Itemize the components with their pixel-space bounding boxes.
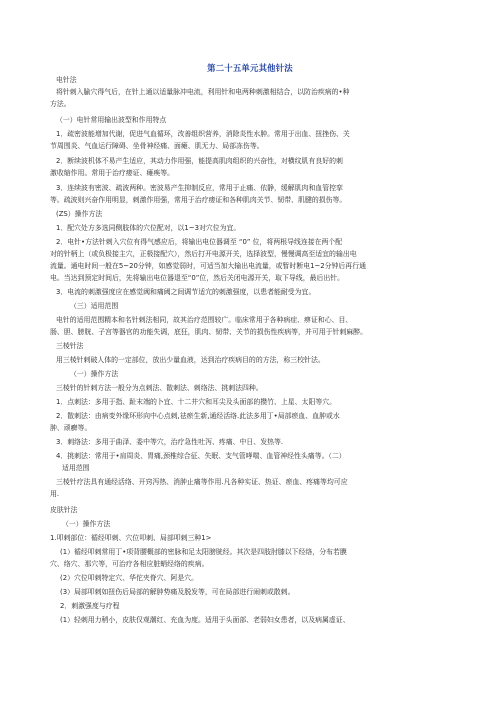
paragraph-line: 1.叩刺部位：循经叩刺、穴位叩刺、局部叩刺三种1> <box>50 534 212 542</box>
paragraph-line: 用. <box>50 490 60 498</box>
section-heading: 三棱针法 <box>56 342 84 350</box>
section-heading: 皮肤针法 <box>50 506 78 514</box>
paragraph-line: 三棱针的针刺方法一般分为点刺法、散刺法、刺络法、挑刺法四种。 <box>56 384 263 392</box>
paragraph-line: 用三棱针刺破人体的一定部位，放出少量血液，达到治疗疾病目的的方法，称三校针法。 <box>56 356 325 364</box>
paragraph-line: 对的针柄上（或负极接主穴，正极接配穴），然后打开电源开关，选择波型，慢慢调高至适宜的输出电 <box>50 250 357 258</box>
paragraph-line: 流量。通电时间一般在5~20分钟，如感觉弱时，可适当加大输出电流量，或暂时断电1~2分钟后再行通 <box>50 262 366 270</box>
paragraph-line: 4．挑刺法：常用于•肩周炎、胃痛,颈椎综合征、失眠、支气管哮喘、血管神经性头痛等。（二） <box>56 452 346 460</box>
paragraph-line: 电。当达到预定时间后，先将输出电位器退至“0”位，然后关闭电源开关，取下导线，最后出针。 <box>50 274 345 282</box>
subsection-heading: （三）适用范围 <box>70 302 119 310</box>
subsection-heading: （一）电针常用输出波型和作用特点 <box>56 116 167 124</box>
paragraph-line: 三棱针疗法具有通经活络、开窍泻热、消肿止痛等作用.凡各种实证、热证、瘀血、疼痛等均可应 <box>56 478 348 486</box>
paragraph-line: 2．电针•方法针刺入穴位有得气感应后，将输出电位器调至 “0” 位，将两根导线连接在两个配 <box>56 238 343 246</box>
paragraph-line: 1．疏密波能增加代谢，促进气血循环，改善组织营养，消除炎性水肿。常用于出血、扭挫伤、关 <box>56 130 350 138</box>
paragraph-line: 激收缩作用。常用于治疗痿证、瘫痪等。 <box>50 169 175 177</box>
paragraph-line: 3．电流的刺激强度应在感觉阈和痛阈之间调节适宂的刺激强度，以患者能耐受为宜。 <box>56 288 316 296</box>
paragraph-line: 1．点刺法：多用于指、趾末端的卜宜、十二井穴和耳尖及头面部的攒竹、上星、太阳等穴。 <box>56 398 337 406</box>
subsection-heading: （一）操作方法 <box>62 520 111 528</box>
subsection-heading: （一）操作方法 <box>70 370 119 378</box>
paragraph-line: 2．散刺法：由病变外缘环形向中心点刺,祛瘀生新,通经活络.此法多用丁•局部瘀血、血肿或水 <box>56 412 340 420</box>
page-title: 第二十五单元其他针法 <box>207 63 293 73</box>
paragraph-line: 3．刺络法：多用于曲泽、委中等穴，治疗急性吐泻、疼痛、中日、发热等. <box>56 438 284 446</box>
paragraph-line: 方法。 <box>50 100 71 108</box>
paragraph-line: (1）轻刺用力稍小，皮肤仅观潮红、充血为度。适用于头面部、老弱妇女患者，以及病属虚证、 <box>60 616 350 624</box>
paragraph-line: 3．连续波有密波、疏波两种。密波易产生抑制反应，常用于止痛、依静，缓解肌肉和血管控挛 <box>56 184 343 192</box>
paragraph-line: 肿、顽癣等。 <box>50 424 92 432</box>
paragraph-line: 穴、络穴、那穴等，可治疗各相应脏蛸经络的疾病。 <box>50 560 209 568</box>
paragraph-line: 1．配穴处方多选同侧肢体的穴位配对，以1~3对穴位为宜。 <box>56 224 241 232</box>
paragraph-line: (3）局部叩刺如扭伤后局部的解肿势痛及脱发等，可在局部进行闹刺或散刺。 <box>60 588 295 596</box>
paragraph-line: 2．刺激强度与疗程 <box>60 602 120 610</box>
paragraph-line: 将针刺入腧穴得气后，在针上通以适量脉冲电流，利用针和电两种刺激相结合，以防治疾病的•种 <box>56 88 350 96</box>
section-heading: 电针法 <box>56 76 77 84</box>
subsection-heading: 适用范围 <box>62 464 90 472</box>
paragraph-line: 肠、胆、膀胱、子宫等器官的功能失调，底狂，肌肉、韧带、关节的损伤性疾病等，并可用于针刺麻醉。 <box>50 328 367 336</box>
paragraph-line: (1）循经叩刺常用丁•项背腰概部的密脉和足太阳膀胱经。其次是四肢肘膝以下经络，分布若膜 <box>60 548 347 556</box>
paragraph-line: (2）穴位叩刺特定穴、华佗夹脊穴、阿是穴。 <box>60 574 198 582</box>
paragraph-line: 等。疏波则兴奋作用明显，刺激作用强，常用于治疗痿证和各种肌肉关节、韧带、肌腱的损伤等。 <box>50 196 347 204</box>
subsection-heading: (ZS）操作方法 <box>56 210 103 218</box>
paragraph-line: 节周围炎、气血运行障碍、坐骨神经痛、面瘫、肌无力、局部冻伤等。 <box>50 142 264 150</box>
paragraph-line: 2．断续波机体不易产生适应，其动力作用强，能提高肌肉组织的兴奋性，对横纹肌有良好的刺 <box>56 157 343 165</box>
paragraph-line: 电针的适用范围精本和名针刺法相同，故其治疗范围较广。临床常用于各种病症、痹证和心、目、 <box>56 316 353 324</box>
